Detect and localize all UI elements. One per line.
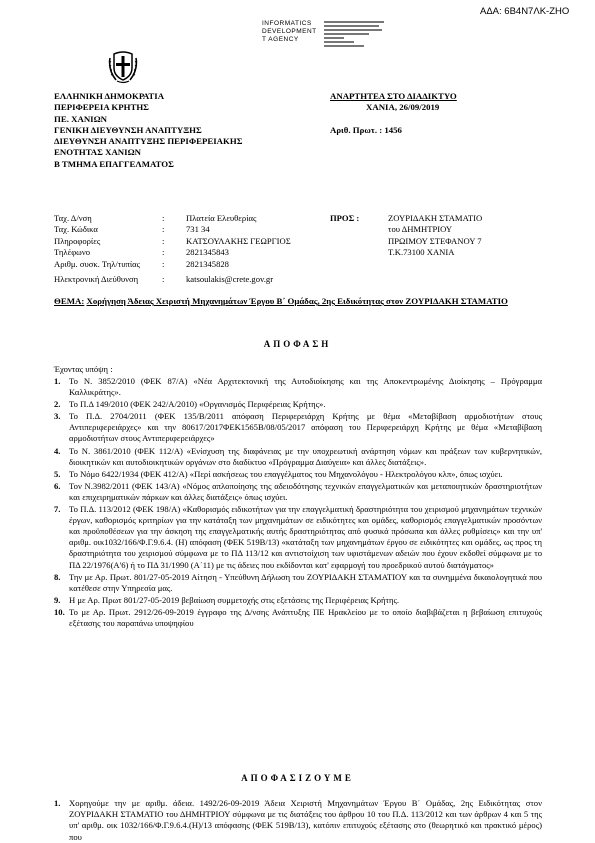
item-number: 4. (54, 445, 61, 456)
recipient-label: ΠΡΟΣ : (330, 213, 360, 223)
consideration-item (54, 446, 542, 468)
item-number: 6. (54, 480, 61, 491)
item-number: 9. (54, 594, 61, 605)
contact-sep: : (162, 273, 165, 284)
contact-row (54, 274, 291, 285)
contact-sep: : (162, 258, 165, 269)
recipient-line: ΠΡΩΙΜΟΥ ΣΤΕΦΑΝΟΥ 7 (388, 235, 482, 246)
item-text: Το Π.Δ. 2704/2011 (ΦΕΚ 135/Β/2011 απόφαση Περιφερειάρχη Κρήτης με θέμα «Μεταβίβαση αρμοδιοτήτων στους Αντιπεριφερειάρχες» και την 80617/2017ΦΕΚ1565Β/08/05/2017 απόφαση του Περιφερειάρχη Κρήτης με θέμα «Μεταβίβαση αρμοδιοτήτων στους Αντιπεριφερειάρχες» (69, 411, 542, 444)
place-date: ΧΑΝΙΑ, 26/09/2019 (366, 102, 440, 113)
stamp-fine-print (324, 33, 369, 35)
item-number: 1. (54, 376, 61, 386)
authority-line: ΠΕΡΙΦΕΡΕΙΑ ΚΡΗΤΗΣ (54, 102, 149, 113)
item-text: Το Ν. 3861/2010 (ΦΕΚ 112/Α) «Ενίσχυση της διαφάνειας με την υποχρεωτική ανάρτηση νόμων και πράξεων των κυβερνητικών, διοικητικών και αυτοδιοικητικών οργάνων στο διαδίκτυο «Πρόγραμμα Διαύγεια» και άλλες διατάξεις». (69, 445, 542, 467)
stamp-fine-print (324, 21, 384, 23)
contact-key: Τηλέφωνο (54, 247, 90, 258)
stamp-fine-print (324, 29, 382, 31)
contact-value: 731 34 (186, 224, 210, 235)
authority-line: ΔΙΕΥΘΥΝΣΗ ΑΝΑΠΤΥΞΗΣ ΠΕΡΙΦΕΡΕΙΑΚΗΣ (54, 136, 243, 147)
recipient-line: του ΔΗΜΗΤΡΙΟΥ (388, 224, 453, 235)
item-text: Την με Αρ. Πρωτ. 801/27-05-2019 Αίτηση - Υπεύθυνη Δήλωση του ΖΟΥΡΙΔΑΚΗ ΣΤΑΜΑΤΙΟΥ και τα συνημμένα δικαιολογητικά που κατέθεσε στην Υπηρεσία μας. (69, 571, 542, 593)
item-number: 10. (54, 606, 65, 617)
consideration-item (54, 607, 542, 629)
decision-item (54, 798, 542, 843)
greek-emblem-icon (108, 50, 138, 84)
item-text: Το Π.Δ. 113/2012 (ΦΕΚ 198/Α) «Καθορισμός ειδικοτήτων για την επαγγελματική δραστηριότητα του χειρισμού μηχανημάτων τεχνικών έργων, καθορισμός κριτηρίων για την κατάταξη των μηχανημάτων σε ειδικότητες και ομάδες, καθορισμός επαγγελματικών προσόντων και προϋποθέσεων για την άσκηση της επαγγελματικής αυτής δραστηριότητας από φυσικά πρόσωπα και άλλες ρυθμίσεις» και την υπ' αριθμ. οικ1032/166/Φ.Γ.9.6.4. (Η) απόφαση (ΦΕΚ 519Β/13) «κατάταξη των μηχανημάτων έργου σε ειδικότητες και ομάδες, ως προς τη δραστηριότητα του χειρισμού σύμφωνα με το ΠΔ 113/12 και αντιστοίχιση των υφιστάμενων αδειών που έχουν εκδοθεί σύμφωνα με το ΠΔ 22/1976(Α'6) ή το ΠΔ 31/1990 (Α΄11) με τις άδειες που εκδίδονται κατ' εφαρμογή του προεδρικού αυτού διατάγματος» (69, 504, 542, 570)
contact-value: 2821345828 (186, 258, 229, 269)
contact-sep: : (162, 247, 165, 258)
item-text: Το Ν. 3852/2010 (ΦΕΚ 87/Α) «Νέα Αρχιτεκτονική της Αυτοδιοίκησης και της Αποκεντρωμένης Διοίκησης – Πρόγραμμα Καλλικράτης». (69, 376, 542, 398)
consideration-item (54, 572, 542, 594)
item-number: 2. (54, 399, 61, 410)
consideration-item (54, 481, 542, 503)
item-text: Χορηγούμε την με αριθμ. άδεια. 1492/26-09-2019 Άδεια Χειριστή Μηχανημάτων Έργου Β΄ Ομάδας, 2ης Ειδικότητας στον ΖΟΥΡΙΔΑΚΗ ΣΤΑΜΑΤΙΟ του ΔΗΜΗΤΡΙΟΥ σύμφωνα με τις διατάξεις του άρθρου 10 του Π.Δ. 113/2012 και των άρθρων 4 και 5 της υπ' αριθμ. οικ 1032/166/Φ.Γ.9.6.4.(Η)/13 απόφασης (ΦΕΚ 519Β/13), κατόπιν επιτυχούς εξέτασης στο (θεωρητικό και πρακτικό μέρος) που (69, 798, 542, 842)
contact-sep: : (162, 235, 165, 246)
recipient-address (388, 213, 482, 259)
email-link[interactable]: katsoulakis@crete.gov.gr (186, 273, 274, 284)
posted-online-note: ΑΝΑΡΤΗΤΕΑ ΣΤΟ ΔΙΑΔΙΚΤΥΟ (330, 91, 457, 101)
item-number: 7. (54, 504, 61, 515)
item-text: Το Π.Δ 149/2010 (ΦΕΚ 242/Α/2010) «Οργανισμός Περιφέρειας Κρήτης». (69, 399, 326, 410)
item-text: Η με Αρ. Πρωτ 801/27-05-2019 βεβαίωση συμμετοχής στις εξετάσεις της Περιφέρειας Κρήτης. (69, 594, 400, 605)
consideration-item (54, 469, 542, 480)
consideration-item (54, 399, 542, 410)
stamp-fine-print (324, 37, 344, 39)
contact-key: Ηλεκτρονική Διεύθυνση (54, 273, 139, 284)
decisions-list (54, 798, 542, 843)
authority-line: ΕΝΟΤΗΤΑΣ ΧΑΝΙΩΝ (54, 147, 141, 158)
contact-value: ΚΑΤΣΟΥΛΑΚΗΣ ΓΕΩΡΓΙΟΣ (186, 235, 291, 246)
authority-line: Β ΤΜΗΜΑ ΕΠΑΓΓΕΛΜΑΤΟΣ (54, 158, 174, 169)
item-text: Το Νόμο 6422/1934 (ΦΕΚ 412/Α) «Περί ασκήσεως του επαγγέλματος του Μηχανολόγου - Ηλεκτρολόγου κλπ», όπως ισχύει. (69, 468, 503, 479)
contact-row (54, 259, 291, 270)
contact-value: 2821345843 (186, 247, 229, 258)
contact-row (54, 247, 291, 258)
authority-line: ΓΕΝΙΚΗ ΔΙΕΥΘΥΝΣΗ ΑΝΑΠΤΥΞΗΣ (54, 124, 202, 135)
consideration-item (54, 411, 542, 444)
item-number: 8. (54, 571, 61, 582)
contact-details (54, 213, 291, 285)
subject-label: ΘΕΜΑ: (54, 296, 85, 306)
item-number: 3. (54, 411, 61, 422)
stamp-fine-print (324, 41, 354, 43)
contact-key: Πληροφορίες (54, 235, 101, 246)
contact-row (54, 213, 291, 224)
ada-code: ΑΔΑ: 6Β4Ν7ΛΚ-ΖΗΟ (480, 6, 570, 17)
contact-sep: : (162, 213, 165, 223)
item-text: Τον Ν.3982/2011 (ΦΕΚ 143/Α) «Νόμος απλοποίησης της αδειοδότησης τεχνικών επαγγελματικών και μεταποιητικών δραστηριοτήτων και επιχειρηματικών πάρκων και άλλες διατάξεις» όπως ισχύει. (69, 480, 542, 502)
consideration-item (54, 504, 542, 571)
stamp-line-3: T AGENCY (262, 36, 299, 43)
subject-text: Χορήγηση Άδειας Χειριστή Μηχανημάτων Έργου Β΄ Ομάδας, 2ης Ειδικότητας στον ΖΟΥΡΙΔΑΚΗ ΣΤΑΜΑΤΙΟ (86, 296, 508, 306)
authority-line: ΕΛΛΗΝΙΚΗ ΔΗΜΟΚΡΑΤΙΑ (54, 91, 165, 101)
subject (54, 296, 542, 308)
consideration-item (54, 595, 542, 606)
protocol-number: Αριθ. Πρωτ. : 1456 (330, 124, 402, 135)
decision-title: ΑΠΟΦΑΣΗ (263, 339, 332, 349)
stamp-fine-print (324, 45, 364, 47)
we-decide-title: ΑΠΟΦΑΣΙΖΟΥΜΕ (241, 773, 354, 783)
contact-sep: : (162, 224, 165, 235)
considerations-list (54, 376, 542, 630)
contact-row (54, 236, 291, 247)
considering-intro: Έχοντας υπόψη : (54, 364, 113, 374)
item-number: 5. (54, 468, 61, 479)
item-number: 1. (54, 798, 61, 808)
stamp-line-1: INFORMATICS (262, 20, 312, 27)
recipient-line: Τ.Κ.73100 ΧΑΝΙΑ (388, 247, 455, 258)
recipient-line: ΖΟΥΡΙΔΑΚΗ ΣΤΑΜΑΤΙΟ (388, 213, 483, 223)
consideration-item (54, 376, 542, 398)
contact-value: Πλατεία Ελευθερίας (186, 213, 257, 223)
contact-key: Αριθμ. συσκ. Τηλ/τυπίας (54, 258, 141, 269)
authority-line: ΠΕ. ΧΑΝΙΩΝ (54, 113, 107, 124)
agency-stamp (262, 20, 392, 48)
stamp-line-2: DEVELOPMENT (262, 28, 317, 35)
contact-key: Ταχ. Κώδικα (54, 224, 98, 235)
document-meta (330, 91, 457, 136)
contact-row (54, 224, 291, 235)
issuing-authority (54, 91, 242, 170)
stamp-fine-print (324, 25, 379, 27)
item-text: Το με Αρ. Πρωτ. 2912/26-09-2019 έγγραφο της Δ/νσης Ανάπτυξης ΠΕ Ηρακλείου με το οποίο διαβιβάζεται η βεβαίωση επιτυχούς εξέτασης του παραπάνω υποψηφίου (69, 606, 542, 628)
contact-key: Ταχ. Δ/νση (54, 213, 92, 223)
